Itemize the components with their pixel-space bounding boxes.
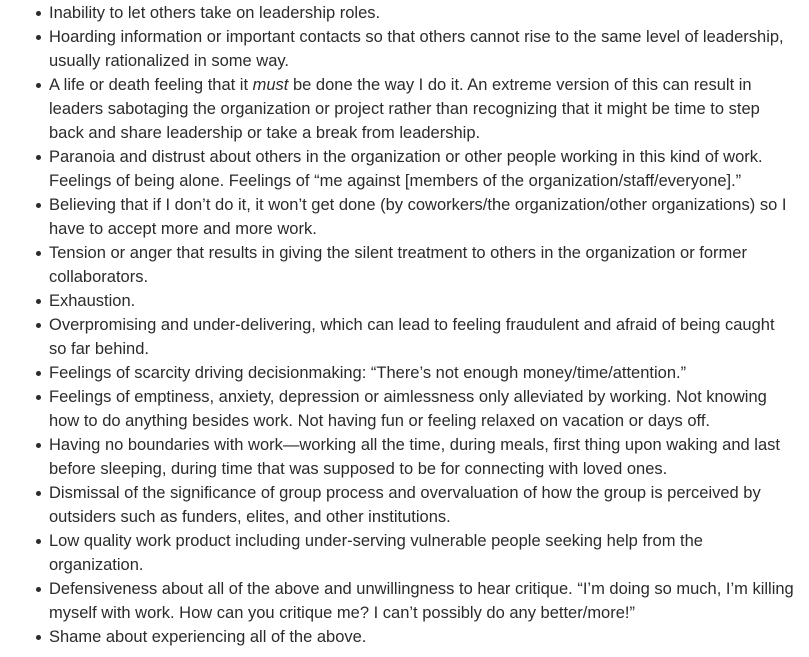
list-item: Overpromising and under-delivering, which can lead to feeling fraudulent and afraid of being caught so far behind.: [49, 313, 794, 361]
list-item: Feelings of emptiness, anxiety, depression or aimlessness only alleviated by working. Not knowing how to do anything besides work. Not having fun or feeling relaxed on vacation or days off.: [49, 385, 794, 433]
list-item: Feelings of scarcity driving decisionmaking: “There’s not enough money/time/attention.”: [49, 361, 794, 385]
list-item: Inability to let others take on leadership roles.: [49, 1, 794, 25]
list-item: Having no boundaries with work—working all the time, during meals, first thing upon waking and last before sleeping, during time that was supposed to be for connecting with loved ones.: [49, 433, 794, 481]
list-item: [49, 73, 794, 145]
list-item: Exhaustion.: [49, 289, 794, 313]
list-item: Defensiveness about all of the above and unwillingness to hear critique. “I’m doing so much, I’m killing myself with work. How can you critique me? I can’t possibly do any better/more!”: [49, 577, 794, 625]
list-item: Tension or anger that results in giving the silent treatment to others in the organization or former collaborators.: [49, 241, 794, 289]
list-item: Shame about experiencing all of the above.: [49, 625, 794, 649]
list-item-text-after: be done the way I do it. An extreme version of this can result in leaders sabotaging the organization or project rather than recognizing that it might be time to step back and share leadership or take a break from leadership.: [49, 76, 760, 142]
list-item: Low quality work product including under-serving vulnerable people seeking help from the organization.: [49, 529, 794, 577]
list-item: Dismissal of the significance of group process and overvaluation of how the group is perceived by outsiders such as funders, elites, and other institutions.: [49, 481, 794, 529]
list-item-text-before: A life or death feeling that it: [49, 76, 253, 94]
list-item: Believing that if I don’t do it, it won’t get done (by coworkers/the organization/other organizations) so I have to accept more and more work.: [49, 193, 794, 241]
bullet-list: [49, 1, 794, 649]
list-item: Hoarding information or important contacts so that others cannot rise to the same level of leadership, usually rationalized in some way.: [49, 25, 794, 73]
list-item-emphasis: must: [252, 76, 289, 94]
list-item: Paranoia and distrust about others in the organization or other people working in this kind of work. Feelings of being alone. Feelings of “me against [members of the organization/staff/everyone].”: [49, 145, 794, 193]
